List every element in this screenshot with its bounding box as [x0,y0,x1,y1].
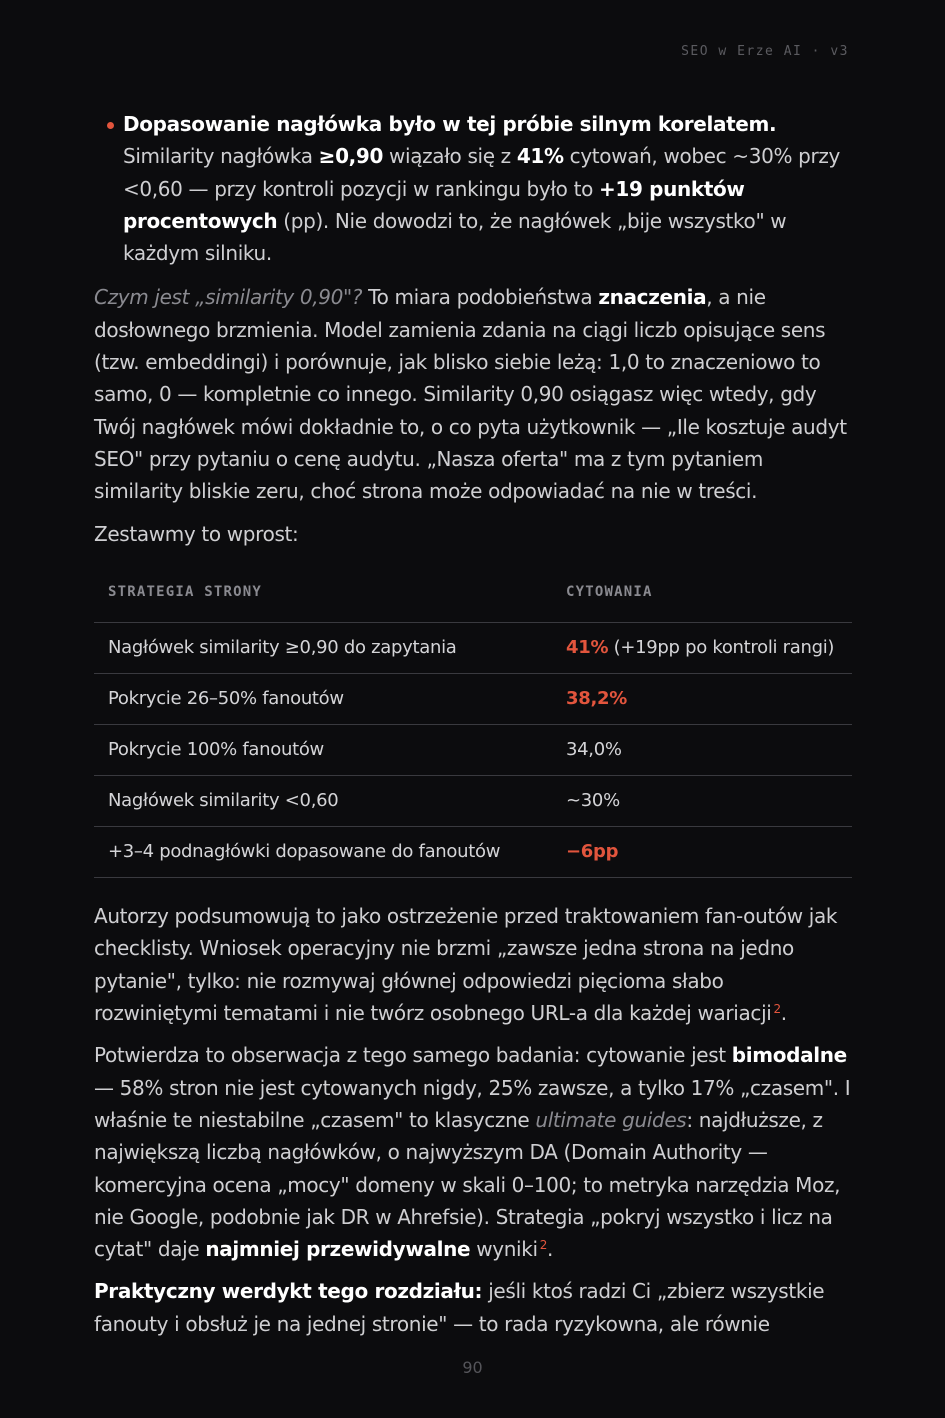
paragraph-similarity [94,281,852,507]
bullet-text: Similarity nagłówka [123,144,319,169]
table-row [94,623,852,674]
paragraph-text: — 58% stron nie jest cytowanych nigdy, 25% zawsze, a tylko 17% „czasem". I właśnie te niestabilne „czasem" to klasyczne [94,1075,851,1132]
verdict-lead: Praktyczny werdykt tego rozdziału: [94,1279,483,1304]
paragraph-italic: ultimate guides [535,1107,687,1132]
bullet-item [94,108,852,269]
bullet-text: (pp). Nie dowodzi to, że nagłówek „bije wszystko" w każdym silniku. [123,208,787,266]
running-header: SEO w Erze AI · v3 [681,44,849,59]
column-header-strategy: STRATEGIA STRONY [94,570,552,623]
bullet-bold: 41% [516,144,564,169]
strategy-cell: Pokrycie 26–50% fanoutów [94,674,552,725]
paragraph-text: Autorzy podsumowują to jako ostrzeżenie przed traktowaniem fan-outów jak checklisty. Wniosek operacyjny nie brzmi „zawsze jedna strona na jedno pytanie", tylko: nie rozmywaj głównej odpowiedzi pięcioma słabo rozwiniętymi tematami i nie twórz osobnego URL-a dla każdej wariacji [94,904,838,1026]
strategy-cell: Nagłówek similarity <0,60 [94,776,552,827]
citations-cell [552,827,852,878]
page-number: 90 [462,1358,483,1377]
footnote-ref[interactable]: 2 [539,1238,548,1253]
bullet-text: wiązało się z [383,144,517,169]
citations-note: (+19pp po kontroli rangi) [608,637,835,658]
table-row [94,776,852,827]
bullet-text: cytowań, wobec ~30% przy <0,60 — przy kontroli pozycji w rankingu było to [123,144,840,201]
citations-cell [552,674,852,725]
bullet-lead: Dopasowanie nagłówka było w tej próbie silnym korelatem. [123,112,777,136]
bullet-bold: +19 punktów procentowych [123,176,745,233]
table-header-row [94,570,852,623]
paragraph-text: wyniki [470,1237,538,1262]
column-header-citations: CYTOWANIA [552,570,852,623]
strategy-cell: +3–4 podnagłówki dopasowane do fanoutów [94,827,552,878]
table-row [94,827,852,878]
paragraph-text: , a nie dosłownego brzmienia. Model zamienia zdania na ciągi liczb opisujące sens (tzw. embeddingi) i porównuje, jak blisko siebie leżą: 1,0 to znaczeniowo to samo, 0 — kompletnie co innego. Similarity 0,90 osiągasz więc wtedy, gdy Twój nagłówek mówi dokładnie to, o co pyta użytkownik — „Ile kosztuje audyt SEO" przy pytaniu o cenę audytu. „Nasza oferta" ma z tym pytaniem similarity bliskie zeru, choć strona może odpowiadać na nie w treści. [94,285,847,504]
paragraph-authors [94,900,852,1029]
citations-cell [552,623,852,674]
comparison-table [94,570,852,878]
similarity-question: Czym jest „similarity 0,90"? [94,285,363,310]
citations-cell [552,725,852,776]
paragraph-text: . [547,1237,554,1262]
citations-value: 41% [566,637,609,658]
footnote-ref[interactable]: 2 [773,1002,781,1017]
paragraph-verdict [94,1275,852,1340]
paragraph-text: To miara podobieństwa [362,285,599,310]
citations-value: −6pp [566,841,619,862]
citations-value: ~30% [566,790,620,811]
citations-value: 34,0% [566,739,622,760]
paragraph-bold: znaczenia [598,285,707,310]
table-row [94,725,852,776]
paragraph-text: : najdłuższe, z największą liczbą nagłówków, o najwyższym DA (Domain Authority — komercyjna ocena „mocy" domeny w skali 0–100; to metryka narzędzia Moz, nie Google, podobnie jak DR w Ahrefsie). Strategia „pokryj wszystko i licz na cytat" daje [94,1107,841,1262]
paragraph-bold: najmniej przewidywalne [205,1237,471,1262]
bullet-dot-icon [107,122,114,129]
citations-value: 38,2% [566,688,627,709]
strategy-cell: Pokrycie 100% fanoutów [94,725,552,776]
table-row [94,674,852,725]
strategy-cell: Nagłówek similarity ≥0,90 do zapytania [94,623,552,674]
bullet-bold: ≥0,90 [318,144,384,169]
paragraph-bold: bimodalne [731,1043,847,1068]
paragraph-text: Potwierdza to obserwacja z tego samego badania: cytowanie jest [94,1043,732,1068]
citations-cell [552,776,852,827]
paragraph-table-intro: Zestawmy to wprost: [94,521,299,546]
paragraph-bimodal [94,1039,852,1265]
paragraph-text: jeśli ktoś radzi Ci „zbierz wszystkie fanouty i obsłuż je na jednej stronie" — to rada ryzykowna, ale równie [94,1279,825,1336]
paragraph-text: . [780,1001,787,1026]
page-content [94,108,852,1350]
